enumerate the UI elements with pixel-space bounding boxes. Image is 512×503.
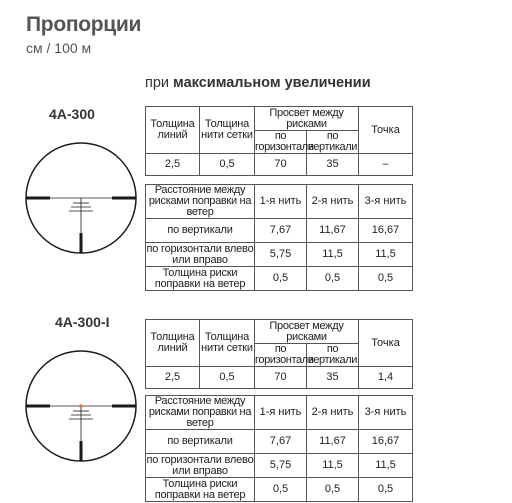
row-value: 11,5 xyxy=(359,454,413,478)
value-gap-v: 35 xyxy=(307,367,359,389)
header-prefix: при xyxy=(145,75,174,91)
row-label-horizontal: по горизонтали влево или вправо xyxy=(146,242,254,266)
wind-col-1: 1-я нить xyxy=(255,185,307,219)
value-thread-thickness: 0,5 xyxy=(200,154,255,176)
value-gap-h: 70 xyxy=(255,367,307,389)
reticle-diagram-1 xyxy=(22,140,142,260)
value-thread-thickness: 0,5 xyxy=(200,367,255,389)
wind-col-2: 2-я нить xyxy=(307,185,359,219)
header-bold: максимальном увеличении xyxy=(173,75,371,91)
row-value: 11,5 xyxy=(359,243,413,267)
row-value: 16,67 xyxy=(359,430,413,454)
value-dot: 1,4 xyxy=(359,367,413,389)
row-value: 16,67 xyxy=(359,219,413,243)
value-dot: – xyxy=(359,154,413,176)
params-table-1 xyxy=(145,106,413,176)
value-line-thickness: 2,5 xyxy=(146,154,200,176)
col-line-thickness: Толщина линий xyxy=(146,320,200,367)
col-gap: Просвет между рисками xyxy=(255,107,359,131)
wind-table-2 xyxy=(145,395,413,502)
row-label-wind-thickness: Толщина риски поправки на ветер xyxy=(146,478,255,502)
reticle-diagram-2 xyxy=(22,348,142,468)
row-value: 11,67 xyxy=(307,219,359,243)
wind-col-1: 1-я нить xyxy=(255,396,307,430)
params-table-2 xyxy=(145,319,413,389)
wind-col-2: 2-я нить xyxy=(307,396,359,430)
row-value: 11,67 xyxy=(307,430,359,454)
wind-header-label: Расстояние между рисками поправки на ветер xyxy=(146,396,255,430)
wind-header-label: Расстояние между рисками поправки на ветер xyxy=(146,185,255,219)
wind-table-1 xyxy=(145,184,413,291)
model-label-2: 4А-300-I xyxy=(55,314,110,330)
row-value: 5,75 xyxy=(255,454,307,478)
value-gap-v: 35 xyxy=(307,154,359,176)
row-value: 0,5 xyxy=(359,478,413,502)
col-gap-h: по горизонтали xyxy=(255,343,314,366)
row-label-wind-thickness: Толщина риски поправки на ветер xyxy=(146,267,255,291)
row-value: 0,5 xyxy=(359,267,413,291)
row-value: 0,5 xyxy=(255,267,307,291)
col-thread-thickness: Толщина нити сетки xyxy=(200,320,255,367)
col-gap: Просвет между рисками xyxy=(255,320,359,344)
col-dot: Точка xyxy=(359,320,413,367)
col-gap-v: по вертикали xyxy=(307,130,358,153)
col-gap-v: по вертикали xyxy=(307,343,358,366)
value-line-thickness: 2,5 xyxy=(146,367,200,389)
magnification-header xyxy=(145,75,371,91)
row-value: 11,5 xyxy=(307,454,359,478)
row-value: 5,75 xyxy=(255,243,307,267)
col-gap-h: по горизонтали xyxy=(255,130,314,153)
page-title: Пропорции xyxy=(26,13,142,36)
row-label-vertical: по вертикали xyxy=(146,219,255,243)
wind-col-3: 3-я нить xyxy=(359,185,413,219)
row-value: 7,67 xyxy=(255,430,307,454)
row-value: 0,5 xyxy=(307,267,359,291)
col-thread-thickness: Толщина нити сетки xyxy=(200,107,255,154)
col-line-thickness: Толщина линий xyxy=(146,107,200,154)
row-label-horizontal: по горизонтали влево или вправо xyxy=(146,453,254,477)
center-dot xyxy=(79,404,83,408)
wind-col-3: 3-я нить xyxy=(359,396,413,430)
value-gap-h: 70 xyxy=(255,154,307,176)
model-label-1: 4А-300 xyxy=(49,106,95,122)
row-value: 0,5 xyxy=(307,478,359,502)
units-subtitle: см / 100 м xyxy=(26,40,92,56)
row-label-vertical: по вертикали xyxy=(146,430,255,454)
row-value: 7,67 xyxy=(255,219,307,243)
col-dot: Точка xyxy=(359,107,413,154)
row-value: 0,5 xyxy=(255,478,307,502)
row-value: 11,5 xyxy=(307,243,359,267)
